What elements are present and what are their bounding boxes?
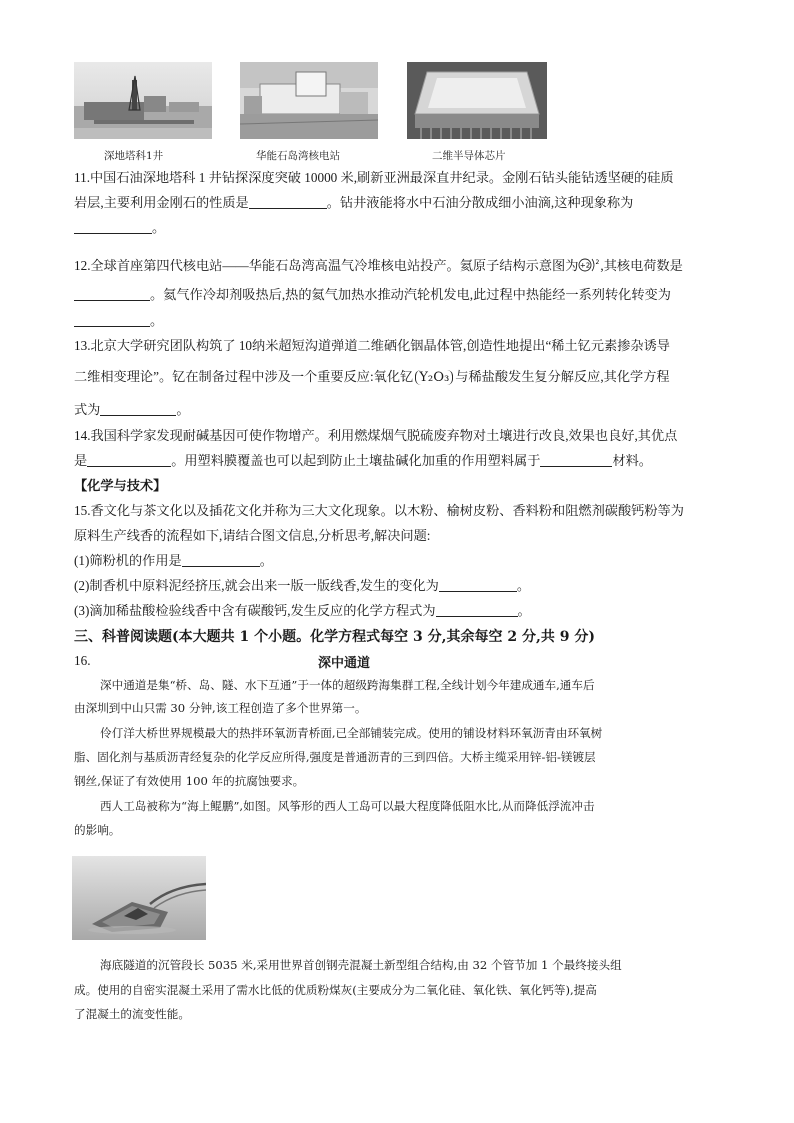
q15-sub2-text: (2)制香机中原料泥经挤压,就会出来一版一版线香,发生的变化为 (74, 578, 439, 593)
q12-text-b: ,其核电荷数是 (600, 258, 683, 273)
q15-line-1: 15.香文化与茶文化以及插花文化并称为三大文化现象。以木粉、榆树皮粉、香料粉和阻燃剂碳酸钙粉等为 (74, 503, 684, 518)
q16-p3-line-2: 的影响。 (74, 823, 121, 837)
atom-shell-label: 2 (595, 259, 600, 266)
q16-p2-line-3: 钢丝,保证了有效使用 100 年的抗腐蚀要求。 (74, 774, 305, 788)
q13-text-d: 。 (176, 402, 190, 417)
nuclear-plant-photo (240, 62, 378, 139)
q13-line-3 (74, 401, 190, 419)
q16-p2-line-1: 伶仃洋大桥世界规模最大的热拌环氧沥青桥面,已全部铺装完成。使用的铺设材料环氧沥青由环氧树 (100, 726, 603, 740)
semiconductor-chip-photo (407, 62, 547, 139)
q12-text-d: 。 (150, 313, 164, 328)
q12-line-2 (74, 286, 671, 304)
q12-blank-2[interactable] (74, 312, 150, 327)
q11-line-3 (74, 219, 165, 237)
q15-line-2: 原料生产线香的流程如下,请结合图文信息,分析思考,解决问题: (74, 528, 431, 543)
q15-sub-3 (74, 602, 531, 620)
helium-atom-structure-diagram (578, 257, 600, 273)
q14-blank-2[interactable] (540, 452, 612, 467)
q16-p3-line-1: 西人工岛被称为“海上鲲鹏”,如图。风筝形的西人工岛可以最大程度降低阻水比,从而降低浮流冲击 (100, 799, 595, 813)
caption-chip: 二维半导体芯片 (432, 150, 506, 162)
q13-text-b: 与稀盐酸发生复分解反应,其化学方程 (455, 369, 670, 384)
q14-text-b: 。用塑料膜覆盖也可以起到防止土壤盐碱化加重的作用塑料属于 (171, 453, 541, 468)
q13-blank[interactable] (100, 401, 176, 416)
q11-line-1: 11.中国石油深地塔科 1 井钻探深度突破 10000 米,刷新亚洲最深直井纪录。金刚石钻头能钻透坚硬的硅质 (74, 170, 674, 185)
atom-nucleus-label: +2 (580, 261, 591, 270)
caption-oil-well: 深地塔科1井 (104, 150, 164, 162)
q16-p1-line-2: 由深圳到中山只需 30 分钟,该工程创造了多个世界第一。 (74, 701, 367, 715)
q15-blank-1[interactable] (182, 552, 260, 567)
yttrium-oxide-formula: Y₂O₃ (415, 370, 453, 385)
q15-blank-3[interactable] (436, 602, 518, 617)
q12-line-1 (74, 257, 683, 275)
section-chem-tech-heading: 【化学与技术】 (74, 478, 167, 493)
q12-text-a: 12.全球首座第四代核电站——华能石岛湾高温气冷堆核电站投产。氦原子结构示意图为 (74, 258, 579, 273)
q15-blank-2[interactable] (439, 577, 517, 592)
q15-sub2-end: 。 (516, 578, 531, 593)
q11-text-b: 。钻井液能将水中石油分散成细小油滴,这种现象称为 (326, 195, 634, 210)
q14-text-a: 是 (74, 453, 88, 468)
q14-line-2 (74, 452, 652, 470)
q12-text-c: 。氦气作冷却剂吸热后,热的氦气加热水推动汽轮机发电,此过程中热能经一系列转化转变为 (150, 287, 671, 302)
q16-title: 深中通道 (318, 656, 371, 671)
caption-nuclear-plant: 华能石岛湾核电站 (256, 150, 340, 162)
q11-blank-2[interactable] (74, 219, 152, 234)
q11-text-c: 。 (152, 220, 166, 235)
q13-line-2 (74, 368, 670, 387)
q16-p4-line-3: 了混凝土的流变性能。 (74, 1007, 190, 1021)
artificial-island-photo (72, 856, 206, 940)
q16-p1-line-1: 深中通道是集“桥、岛、隧、水下互通”于一体的超级跨海集群工程,全线计划今年建成通车,通车后 (100, 678, 595, 692)
q11-line-2 (74, 194, 633, 212)
q15-sub-1 (74, 552, 273, 570)
section-3-heading: 三、科普阅读题(本大题共 1 个小题。化学方程式每空 3 分,其余每空 2 分,共 9 分) (74, 629, 595, 645)
q11-text-a: 岩层,主要利用金刚石的性质是 (74, 195, 249, 210)
oil-well-photo (74, 62, 212, 139)
q16-p4-line-2: 成。使用的自密实混凝土采用了需水比低的优质粉煤灰(主要成分为二氧化硅、氧化铁、氧化钙等),提高 (74, 983, 597, 997)
q14-line-1: 14.我国科学家发现耐碱基因可使作物增产。利用燃煤烟气脱硫废弃物对土壤进行改良,效果也良好,其优点 (74, 428, 678, 443)
q16-p2-line-2: 脂、固化剂与基质沥青经复杂的化学反应所得,强度是普通沥青的三到四倍。大桥主缆采用锌-铝-镁镀层 (74, 750, 596, 764)
q15-sub3-text: (3)滴加稀盐酸检验线香中含有碳酸钙,发生反应的化学方程式为 (74, 603, 436, 618)
q13-text-a: 二维相变理论”。钇在制备过程中涉及一个重要反应:氧化钇 (74, 369, 414, 384)
q13-text-c: 式为 (74, 402, 101, 417)
q11-blank-1[interactable] (249, 194, 327, 209)
q14-text-c: 材料。 (612, 453, 652, 468)
q16-p4-line-1: 海底隧道的沉管段长 5035 米,采用世界首创钢壳混凝土新型组合结构,由 32 个管节加 1 个最终接头组 (100, 958, 622, 972)
q12-line-3 (74, 312, 163, 330)
q12-blank-1[interactable] (74, 286, 150, 301)
q15-sub1-end: 。 (259, 553, 273, 568)
q15-sub3-end: 。 (517, 603, 531, 618)
q13-line-1: 13.北京大学研究团队构筑了 10纳米超短沟道弹道二维硒化铟晶体管,创造性地提出“稀土钇元素掺杂诱导 (74, 338, 670, 353)
q15-sub-2 (74, 577, 530, 595)
q16-number: 16. (74, 653, 91, 668)
q14-blank-1[interactable] (87, 452, 171, 467)
q15-sub1-text: (1)筛粉机的作用是 (74, 553, 182, 568)
